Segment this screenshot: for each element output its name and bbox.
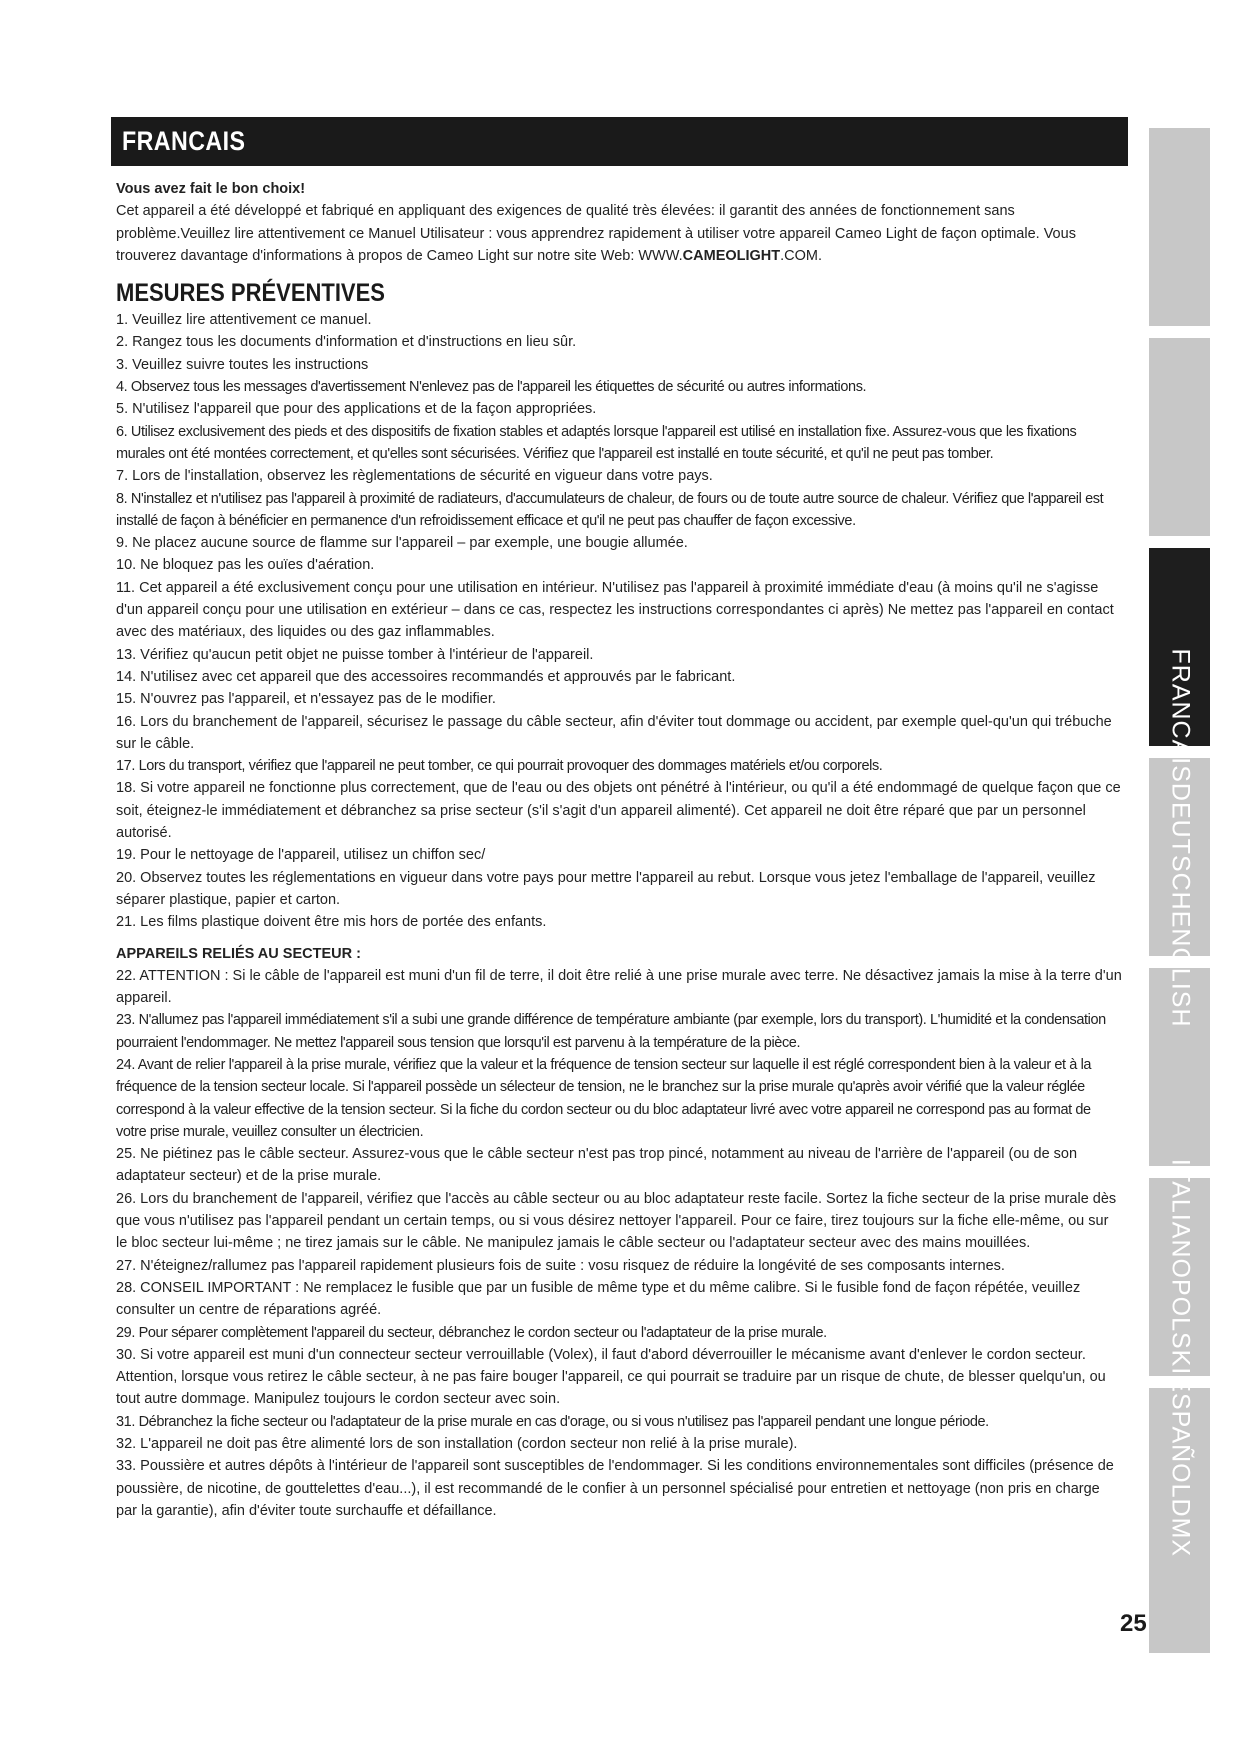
sidebar-label-espanol[interactable]: ESPAÑOL [1166, 1375, 1194, 1499]
list-item: 27. N'éteignez/rallumez pas l'appareil rapidement plusieurs fois de suite : vosu risquez de réduire la longévité de ses composants internes. [116, 1257, 1005, 1274]
list-item: 2. Rangez tous les documents d'information et d'instructions en lieu sûr. [116, 334, 577, 351]
tab-blank-top [1149, 128, 1210, 326]
intro-title: Vous avez fait le bon choix! [116, 181, 306, 197]
list-item: 4. Observez tous les messages d'avertissement N'enlevez pas de l'appareil les étiquettes de sécurité ou autres informations. [116, 379, 867, 396]
list-item: 7. Lors de l'installation, observez les règlementations de sécurité en vigueur dans votre pays. [116, 468, 713, 485]
list-item: 29. Pour séparer complètement l'appareil du secteur, débranchez le cordon secteur ou l'adaptateur de la prise murale. [116, 1324, 827, 1341]
list-item: 9. Ne placez aucune source de flamme sur l'appareil – par exemple, une bougie allumée. [116, 535, 688, 552]
list-item: 17. Lors du transport, vérifiez que l'appareil ne peut tomber, ce qui pourrait provoquer des dommages matériels et/ou corporels. [116, 758, 883, 775]
list-item: 19. Pour le nettoyage de l'appareil, utilisez un chiffon sec/ [116, 847, 486, 864]
intro-paragraph [116, 200, 1122, 267]
sidebar-label-deutsch[interactable]: DEUTSCH [1166, 782, 1194, 911]
intro-suffix: .COM. [780, 247, 823, 264]
list-item: 3. Veuillez suivre toutes les instructions [116, 356, 369, 373]
list-item: 20. Observez toutes les réglementations en vigueur dans votre pays pour mettre l'appareil au rebut. Lorsque vous jetez l'emballage de l'appareil, veuillez séparer plastique, papier et carton. [116, 869, 1096, 908]
list-item: 1. Veuillez lire attentivement ce manuel. [116, 312, 372, 329]
tab-blank-second [1149, 338, 1210, 536]
list-item: 23. N'allumez pas l'appareil immédiatement s'il a subi une grande différence de température ambiante (par exemple, lors du transport). L'humidité et la condensation pourraient l'endommager. Ne mettez l'appareil sous tension que lorsqu'il est parvenu à la température de la pièce. [116, 1012, 1106, 1051]
sidebar-label-italiano[interactable]: ITALIANO [1166, 1158, 1194, 1279]
sidebar-label-dmx[interactable]: DMX [1166, 1498, 1194, 1558]
list-item: 5. N'utilisez l'appareil que pour des applications et de la façon appropriées. [116, 401, 597, 418]
list-item: 30. Si votre appareil est muni d'un connecteur secteur verrouillable (Volex), il faut d'abord déverrouiller le mécanisme avant d'enlever le cordon secteur. Attention, lorsque vous retirez le câble secteur, à ne pas faire bouger l'appareil, ce qui pourrait se traduire par un risque de chute, de blesser quelqu'un, ou tout autre dommage. Manipulez toujours le cordon secteur avec soin. [116, 1346, 1106, 1408]
list-item: 25. Ne piétinez pas le câble secteur. Assurez-vous que le câble secteur n'est pas trop pincé, notamment au niveau de l'arrière de l'appareil (ou de son adaptateur secteur) et de la prise murale. [116, 1146, 1078, 1185]
list-item: 6. Utilisez exclusivement des pieds et des dispositifs de fixation stables et adaptés lorsque l'appareil est utilisé en installation fixe. Assurez-vous que les fixations murales ont été montées correctement, et qu'elles sont sécurisées. Vérifiez que l'appareil est installé en toute sécurité, et qu'il ne peut pas tomber. [116, 423, 1077, 462]
header-title: FRANCAIS [122, 126, 246, 156]
list-item: 15. N'ouvrez pas l'appareil, et n'essayez pas de le modifier. [116, 691, 496, 708]
brand-name: CAMEOLIGHT [682, 247, 781, 264]
sidebar-language-labels-upper [1165, 648, 1194, 1027]
list-item: 33. Poussière et autres dépôts à l'intérieur de l'appareil sont susceptibles de l'endommager. Si les conditions environnementales sont difficiles (présence de poussière, de nicotine, de gouttelettes d'eau...), il est recommandé de le confier à un personnel spécialisé pour entretien et nettoyage (non pris en charge par la garantie), afin d'éviter toute surchauffe et défaillance. [116, 1458, 1114, 1519]
intro-text: Cet appareil a été développé et fabriqué en appliquant des exigences de qualité très élevées: il garantit des années de fonctionnement sans problème.Veuillez lire attentivement ce Manuel Utilisateur : vous apprendrez rapidement à utiliser votre appareil Cameo Light de façon optimale. Vous trouverez davantage d'informations à propos de Cameo Light sur notre site Web: WWW. [116, 203, 1076, 264]
sidebar-label-english[interactable]: ENGLISH [1166, 910, 1194, 1028]
page-number: 25 [1120, 1610, 1147, 1637]
section-title-appareils: APPAREILS RELIÉS AU SECTEUR : [116, 945, 361, 962]
list-item: 28. CONSEIL IMPORTANT : Ne remplacez le fusible que par un fusible de même type et du même calibre. Si le fusible fond de façon répétée, veuillez consulter un centre de réparations agréé. [116, 1279, 1081, 1319]
section-title-mesures: MESURES PRÉVENTIVES [116, 279, 385, 308]
language-sidebar [1149, 128, 1210, 1653]
sidebar-language-labels-lower [1165, 1159, 1194, 1557]
list-item: 14. N'utilisez avec cet appareil que des accessoires recommandés et approuvés par le fabricant. [116, 668, 736, 685]
list-item: 26. Lors du branchement de l'appareil, vérifiez que l'accès au câble secteur ou au bloc adaptateur reste facile. Sortez la fiche secteur de la prise murale dès que vous n'utilisez pas l'appareil pendant un certain temps, ou si vous désirez nettoyer l'appareil. Pour ce faire, tirez toujours sur la fiche elle-même, ou sur le bloc secteur lui-même ; ne tirez jamais sur le câble. Ne manipulez jamais le câble secteur ou l'adaptateur secteur avec des mains mouillées. [116, 1190, 1117, 1252]
sidebar-label-polski[interactable]: POLSKI [1166, 1278, 1194, 1376]
sidebar-label-francais[interactable]: FRANCAIS [1166, 648, 1194, 783]
header-bar [111, 117, 1128, 166]
list-item: 13. Vérifiez qu'aucun petit objet ne puisse tomber à l'intérieur de l'appareil. [116, 646, 594, 663]
list-item: 32. L'appareil ne doit pas être alimenté lors de son installation (cordon secteur non relié à la prise murale). [116, 1436, 798, 1453]
list-item: 16. Lors du branchement de l'appareil, sécurisez le passage du câble secteur, afin d'éviter tout dommage ou accident, par exemple quel-qu'un qui trébuche sur le câble. [116, 713, 1112, 752]
list-item: 8. N'installez et n'utilisez pas l'appareil à proximité de radiateurs, d'accumulateurs de chaleur, de fours ou de toute autre source de chaleur. Vérifiez que l'appareil est installé de façon à bénéficier en permanence d'un refroidissement efficace et qu'il ne peut pas chauffer de façon excessive. [116, 490, 1104, 529]
document-body [116, 178, 1122, 1522]
list-item: 31. Débranchez la fiche secteur ou l'adaptateur de la prise murale en cas d'orage, ou si vous n'utilisez pas l'appareil pendant une longue période. [116, 1413, 989, 1430]
list-item: 11. Cet appareil a été exclusivement conçu pour une utilisation en intérieur. N'utilisez pas l'appareil à proximité immédiate d'eau (à moins qu'il ne s'agisse d'un appareil conçu pour une utilisation en extérieur – dans ce cas, respectez les instructions correspondantes ci après) Ne mettez pas l'appareil en contact avec des matériaux, des liquides ou des gaz inflammables. [116, 579, 1114, 641]
list-item: 22. ATTENTION : Si le câble de l'appareil est muni d'un fil de terre, il doit être relié à une prise murale avec terre. Ne désactivez jamais la mise à la terre d'un appareil. [116, 967, 1122, 1007]
list-item: 18. Si votre appareil ne fonctionne plus correctement, que de l'eau ou des objets ont pénétré à l'intérieur, ou qu'il a été endommagé de quelque façon que ce soit, éteignez-le immédiatement et débranchez sa prise secteur (s'il s'agit d'un appareil alimenté). Cet appareil ne doit être réparé que par un personnel autorisé. [116, 780, 1121, 842]
list-item: 10. Ne bloquez pas les ouïes d'aération. [116, 557, 375, 574]
list-item: 21. Les films plastique doivent être mis hors de portée des enfants. [116, 914, 547, 931]
list-item: 24. Avant de relier l'appareil à la prise murale, vérifiez que la valeur et la fréquence de tension secteur sur laquelle il est réglé correspondent bien à la valeur et à la fréquence de la tension secteur locale. Si l'appareil possède un sélecteur de tension, ne le branchez sur la prise murale qu'après avoir vérifié que la valeur réglée correspond à la valeur effective de la tension secteur. Si la fiche du cordon secteur ou du bloc adaptateur livré avec votre appareil ne correspond pas au format de votre prise murale, veuillez consulter un électricien. [116, 1056, 1092, 1140]
